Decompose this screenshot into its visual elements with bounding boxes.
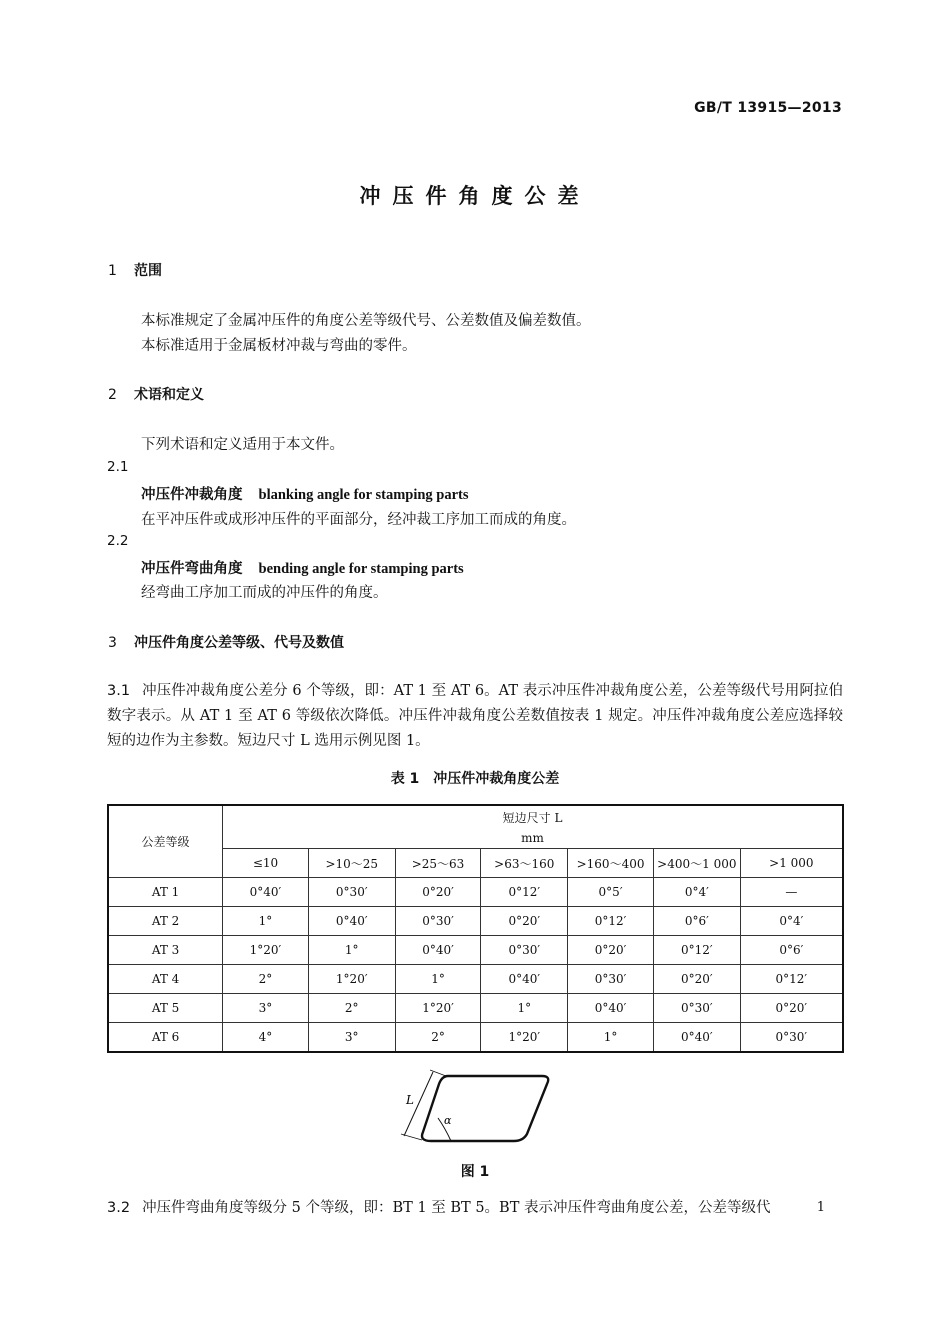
- range-cell: >400～1 000: [653, 849, 740, 878]
- table-row: [108, 907, 843, 936]
- grade-cell: AT 1: [108, 878, 223, 907]
- label-alpha: α: [444, 1114, 452, 1127]
- value-cell: 1°20′: [481, 1023, 568, 1053]
- document-title: 冲压件角度公差: [359, 184, 591, 208]
- term-2-2-title: 冲压件弯曲角度 bending angle for stamping parts: [141, 560, 464, 577]
- term-2-1-title: 冲压件冲裁角度 blanking angle for stamping parts: [141, 486, 469, 503]
- grade-cell: AT 2: [108, 907, 223, 936]
- value-cell: 1°: [223, 907, 309, 936]
- section-1-para-1: 本标准规定了金属冲压件的角度公差等级代号、公差数值及偏差数值。: [141, 313, 591, 329]
- term-2-1-number: 2.1: [107, 459, 129, 475]
- value-cell: 0°40′: [223, 878, 309, 907]
- table-row: [108, 936, 843, 965]
- tolerance-table: [107, 804, 844, 1053]
- value-cell: 0°40′: [481, 965, 568, 994]
- value-cell: 0°12′: [653, 936, 740, 965]
- clause-3-1: 3.1 冲压件冲裁角度公差分 6 个等级，即：AT 1 至 AT 6。AT 表示冲压件冲裁角度公差，公差等级代号用阿拉伯数字表示。从 AT 1 至 AT 6 等级依次降低。冲压件冲裁角度公差数值按表 1 规定。冲压件冲裁角度公差应选择较短的边作为主参数。短边尺寸 L 选用示例见图 1。: [107, 683, 843, 749]
- grade-header: 公差等级: [108, 805, 223, 878]
- value-cell: 0°40′: [568, 994, 654, 1023]
- table-row: [108, 878, 843, 907]
- table-1-caption: 表 1 冲压件冲裁角度公差: [390, 771, 560, 787]
- value-cell: 0°40′: [653, 1023, 740, 1053]
- value-cell: 1°20′: [395, 994, 481, 1023]
- standard-code: GB/T 13915—2013: [694, 100, 842, 116]
- table-row: [108, 965, 843, 994]
- value-cell: 0°5′: [568, 878, 654, 907]
- range-cell: >1 000: [740, 849, 843, 878]
- value-cell: 0°30′: [740, 1023, 843, 1053]
- range-cell: ≤10: [223, 849, 309, 878]
- section-1-para-2: 本标准适用于金属板材冲裁与弯曲的零件。: [141, 338, 417, 354]
- value-cell: 1°: [481, 994, 568, 1023]
- value-cell: 0°20′: [653, 965, 740, 994]
- value-cell: 1°: [568, 1023, 654, 1053]
- value-cell: 0°20′: [481, 907, 568, 936]
- value-cell: 0°40′: [308, 907, 395, 936]
- term-2-2-number: 2.2: [107, 533, 129, 549]
- section-2-intro: 下列术语和定义适用于本文件。: [141, 437, 344, 453]
- value-cell: 0°20′: [395, 878, 481, 907]
- value-cell: 0°30′: [308, 878, 395, 907]
- value-cell: 2°: [308, 994, 395, 1023]
- value-cell: 0°20′: [568, 936, 654, 965]
- grade-cell: AT 5: [108, 994, 223, 1023]
- figure-1-drawing: [392, 1068, 562, 1148]
- clause-3-2: 3.2 冲压件弯曲角度等级分 5 个等级，即：BT 1 至 BT 5。BT 表示冲压件弯曲角度公差，公差等级代: [107, 1200, 771, 1216]
- parallelogram-shape: [422, 1076, 548, 1141]
- value-cell: 0°12′: [568, 907, 654, 936]
- grade-cell: AT 4: [108, 965, 223, 994]
- extension-line-bottom: [401, 1134, 422, 1140]
- value-cell: 3°: [308, 1023, 395, 1053]
- range-cell: >25～63: [395, 849, 481, 878]
- value-cell: 1°20′: [223, 936, 309, 965]
- table-row: [108, 994, 843, 1023]
- table-row: [108, 1023, 843, 1053]
- label-L: L: [406, 1093, 414, 1107]
- value-cell: 4°: [223, 1023, 309, 1053]
- term-2-1-definition: 在平冲压件或成形冲压件的平面部分，经冲裁工序加工而成的角度。: [141, 512, 576, 528]
- value-cell: 0°20′: [740, 994, 843, 1023]
- term-2-2-definition: 经弯曲工序加工而成的冲压件的角度。: [141, 585, 388, 601]
- dimension-header: 短边尺寸 L: [223, 805, 843, 828]
- range-cell: >160～400: [568, 849, 654, 878]
- value-cell: 0°12′: [740, 965, 843, 994]
- unit-header: mm: [223, 828, 843, 849]
- section-3-heading: 3 冲压件角度公差等级、代号及数值: [108, 635, 344, 651]
- value-cell: 0°30′: [481, 936, 568, 965]
- value-cell: 2°: [223, 965, 309, 994]
- value-cell: 0°4′: [740, 907, 843, 936]
- figure-1-caption: 图 1: [460, 1164, 490, 1180]
- value-cell: 2°: [395, 1023, 481, 1053]
- value-cell: 3°: [223, 994, 309, 1023]
- section-1-heading: 1 范围: [108, 263, 162, 279]
- value-cell: 0°40′: [395, 936, 481, 965]
- range-cell: >10～25: [308, 849, 395, 878]
- value-cell: —: [740, 878, 843, 907]
- grade-cell: AT 3: [108, 936, 223, 965]
- value-cell: 0°30′: [395, 907, 481, 936]
- page-number: 1: [816, 1200, 825, 1215]
- value-cell: 0°30′: [568, 965, 654, 994]
- value-cell: 0°6′: [740, 936, 843, 965]
- value-cell: 1°: [308, 936, 395, 965]
- value-cell: 0°30′: [653, 994, 740, 1023]
- grade-cell: AT 6: [108, 1023, 223, 1053]
- value-cell: 1°: [395, 965, 481, 994]
- section-2-heading: 2 术语和定义: [108, 387, 204, 403]
- value-cell: 1°20′: [308, 965, 395, 994]
- value-cell: 0°12′: [481, 878, 568, 907]
- value-cell: 0°4′: [653, 878, 740, 907]
- value-cell: 0°6′: [653, 907, 740, 936]
- range-cell: >63～160: [481, 849, 568, 878]
